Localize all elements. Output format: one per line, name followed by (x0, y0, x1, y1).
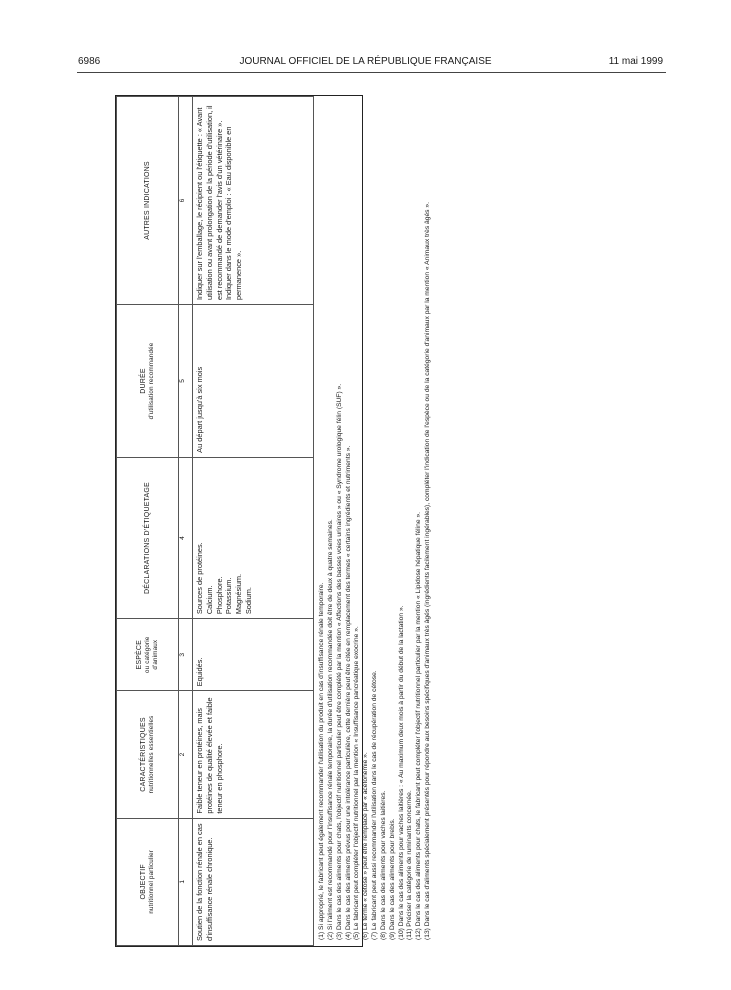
footnote: (8) Dans le cas des aliments pour vaches laitières. (379, 790, 387, 940)
declaration-item: Sodium. (243, 587, 253, 615)
header-sub-text: nutritionnel particulier (148, 850, 156, 914)
journal-title: JOURNAL OFFICIEL DE LA RÉPUBLIQUE FRANÇAISE (239, 56, 492, 67)
footnote: (13) Dans le cas d'aliments spécialement présentés pour répondre aux besoins spécifiques d'animaux très âgés (ingrédients facilement ingérables), compléter l'indication de l'espèce ou de la catégorie d'animaux par la mention « Animaux très âgés ». (424, 202, 432, 940)
declaration-item: Calcium. (204, 585, 214, 615)
declaration-item: Magnésium. (234, 573, 244, 615)
header-main-text: DURÉE (139, 368, 147, 394)
column-number: 2 (179, 691, 193, 818)
header-autres (117, 97, 179, 305)
header-caracteristiques (117, 691, 179, 818)
footnote: (7) Le fabricant peut aussi recommander l'utilisation dans le cas de récupération de cétose. (371, 670, 379, 940)
cell-espece: Equidés. (193, 619, 314, 691)
header-main-text: OBJECTIF (139, 864, 147, 900)
header-main-text: AUTRES INDICATIONS (143, 161, 151, 240)
header-duree (117, 305, 179, 458)
footnote: (1) Si approprié, le fabricant peut également recommander l'utilisation du produit en cas d'insuffisance rénale temporaire. (318, 582, 325, 940)
column-number: 6 (179, 97, 193, 305)
header-objectif (117, 818, 179, 945)
publication-date: 11 mai 1999 (608, 56, 663, 67)
footnote: (9) Dans le cas des aliments pour brebis. (388, 818, 396, 940)
header-main-text: DÉCLARATIONS D'ÉTIQUETAGE (143, 482, 151, 594)
header-main-text: CARACTÉRISTIQUES (139, 717, 147, 792)
footnote: (5) Le fabricant peut compléter l'objectif nutritionnel par la mention « Insuffisance pancréatique exocrine ». (353, 626, 361, 940)
column-number: 5 (179, 305, 193, 458)
header-espece (117, 619, 179, 691)
footnote: (4) Dans le cas des aliments prévus pour une intolérance particulière, cette dernière peut être citée en remplacement des termes « certains ingrédients et nutriments ». (344, 445, 352, 940)
declaration-item: Potassium. (224, 577, 234, 615)
column-number: 1 (179, 818, 193, 945)
cell-caracteristiques: Faible teneur en protéines, mais protéines de qualité élevée et faible teneur en phosphore. (193, 691, 314, 818)
column-number: 4 (179, 457, 193, 618)
footnote: (11) Préciser la catégorie de ruminants concernée. (406, 790, 414, 940)
declaration-item: Phosphore. (214, 576, 224, 615)
page-number: 6986 (78, 56, 101, 67)
cell-autres (193, 97, 314, 305)
footnote: (3) Dans le cas des aliments pour chats, l'objectif nutritionnel particulier peut être complété par la mention « Affections des basses voies urinaires » ou « Syndrome urologique félin (SUF) ». (335, 383, 343, 940)
header-sub-text: d'utilisation recommandée (148, 342, 156, 420)
cell-objectif: Soutien de la fonction rénale en cas d'insuffisance rénale chronique. (193, 818, 314, 945)
rotated-table-block (115, 95, 432, 947)
autres-indication: Indiquer sur l'emballage, le récipient ou l'étiquette : « Avant utilisation ou avant prolongation de la période d'utilisation, il est recommandé de demander l'avis d'un vétérinaire ». (195, 105, 224, 301)
header-sub-text: ou catégorie d'animaux (143, 636, 160, 673)
cell-declarations (193, 457, 314, 618)
header-main-text: ESPÈCE (135, 639, 143, 670)
footnote: (10) Dans le cas des aliments pour vaches laitières : « Au maximum deux mois à partir du début de la lactation ». (397, 605, 405, 940)
header-declarations (117, 457, 179, 618)
header-rule (77, 72, 666, 73)
footnote: (2) Si l'aliment est recommandé pour l'insuffisance rénale temporaire, la durée d'utilisation recommandée doit être de deux à quatre semaines. (326, 519, 334, 940)
footnotes (314, 96, 437, 946)
nutrition-table (116, 96, 314, 946)
column-number: 3 (179, 619, 193, 691)
declaration-item: Sources de protéines. (195, 542, 204, 615)
header-sub-text: nutritionnelles essentielles (148, 715, 156, 794)
footnote: (12) Dans le cas des aliments pour chats, le fabricant peut compléter l'objectif nutritionnel particulier par la mention « Lipidose hépatique féline ». (415, 511, 423, 940)
autres-indication: Indiquer dans le mode d'emploi : « Eau disponible en permanence ». (224, 126, 244, 301)
cell-duree: Au départ jusqu'à six mois (193, 305, 314, 458)
footnote: (6) Le terme « cétose » peut être remplacé par « acétonémie ». (362, 752, 370, 940)
